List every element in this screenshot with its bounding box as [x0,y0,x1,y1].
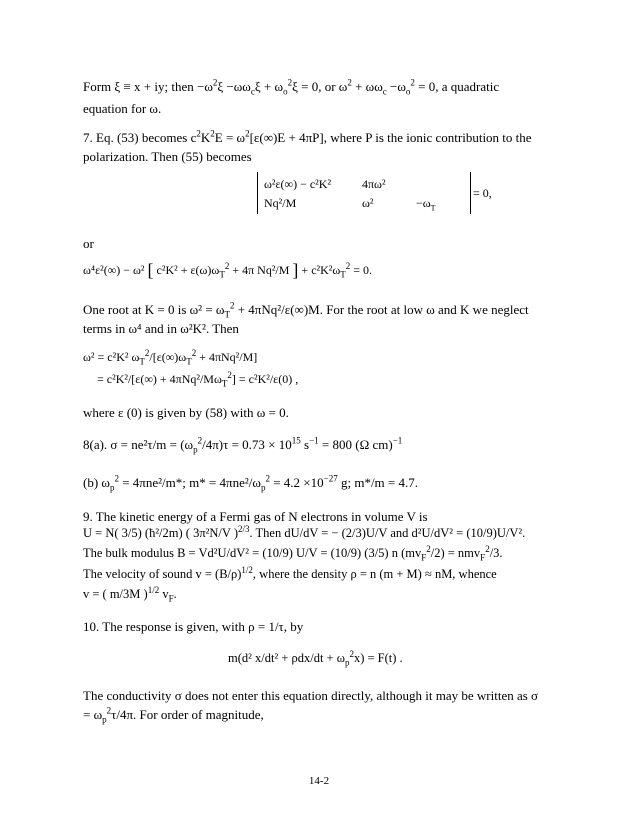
text-line: 10. The response is given, with ρ = 1/τ, by [83,619,304,634]
text-line: terms in ω⁴ and in ω²K². Then [83,321,239,336]
equation: The bulk modulus B = Vd²U/dV² = (10/9) U/V = (10/9) (3/5) n $(mv_F^2/2) = nmv_F^2/3$. [83,543,503,563]
text-line: Form ξ ≡ x + iy; then $-\omega^2\xi -\omega\omega_c\xi + \omega_o^2\xi = 0$, or $\omega^2 + \omega\omega_c -\omega_o^2 = 0$, a quadratic [83,77,500,97]
text-line: One root at K = 0 is $\omega^2 = \omega_T^2 + 4\pi Nq^2/\varepsilon(\infty)M$. For the root at low ω and K we neglect [83,300,529,320]
equation: v = ( m/3M )$^{1/2}$ $v_F$. [83,584,177,604]
equation: m(d² $x/dt^2 + \rho dx/dt + \omega_p^2x) = F(t)$ . [228,648,403,668]
determinant [257,172,471,214]
det-cell: 4πω² [362,177,386,191]
equation: 8(a). $\sigma = ne^2\tau/m = (\omega_p^2/4\pi)\tau = 0.73 \times 10^{15}$ $s^{-1} = 800$ (Ω cm)$^{-1}$ [83,435,403,455]
equation: The velocity of sound $v = (B/\rho)^{1/2}$, where the density ρ = n (m + M) ≈ nM, whence [83,564,497,581]
det-cell: ω²ε(∞) − c²K² [264,177,332,191]
equation: U = N( 3/5) (ħ²/2m) ( 3π²N/V )$^{2/3}$. Then dU/dV = − (2/3)U/V and d²U/dV² = (10/9)U/V². [83,523,526,540]
det-equals: = 0, [473,186,492,200]
text-line: equation for ω. [83,101,162,116]
text-line: 9. The kinetic energy of a Fermi gas of N electrons in volume V is [83,509,428,524]
text-line: polarization. Then (55) becomes [83,149,252,164]
text-line: The conductivity σ does not enter this equation directly, although it may be written as σ [83,688,539,703]
equation: ω⁴ε²(∞) − ω² [ $c^2K^2 + \varepsilon(\omega)\omega_T^2 + 4\pi$ Nq²/M ] + $c^2K^2\omega_T^2 = 0$. [83,260,373,280]
equation: (b) $\omega_p^2 = 4\pi ne^2/m*$; $m* = 4\pi ne^2/\omega_p^2 = 4.2 \times 10^{-27}$ g; m*/m = 4.7. [83,473,418,493]
equation: ω² = c²K² $\omega_T^2/[\varepsilon(\infty)\omega_T^2 + 4\pi Nq^2/M]$ [83,348,258,367]
text-line: where ε (0) is given by (58) with ω = 0. [83,405,289,420]
equation: = $c^2K^2/[\varepsilon(\infty) + 4\pi Nq^2/M\omega_T^2] = c^2K^2/\varepsilon(0)$ , [97,370,299,389]
text-line: 7. Eq. (53) becomes $c^2K^2E = \omega^2[\varepsilon(\infty)E + 4\pi P]$, where P is the ionic contribution to the [83,128,532,145]
text-line: or [83,236,94,251]
page-number: 14-2 [308,775,330,787]
det-cell: $-\omega_T$ [416,196,436,213]
det-cell: ω² [362,196,374,210]
det-cell: Nq²/M [264,196,297,210]
text-line: = $\omega_p^2\tau/4\pi$. For order of magnitude, [83,705,264,725]
